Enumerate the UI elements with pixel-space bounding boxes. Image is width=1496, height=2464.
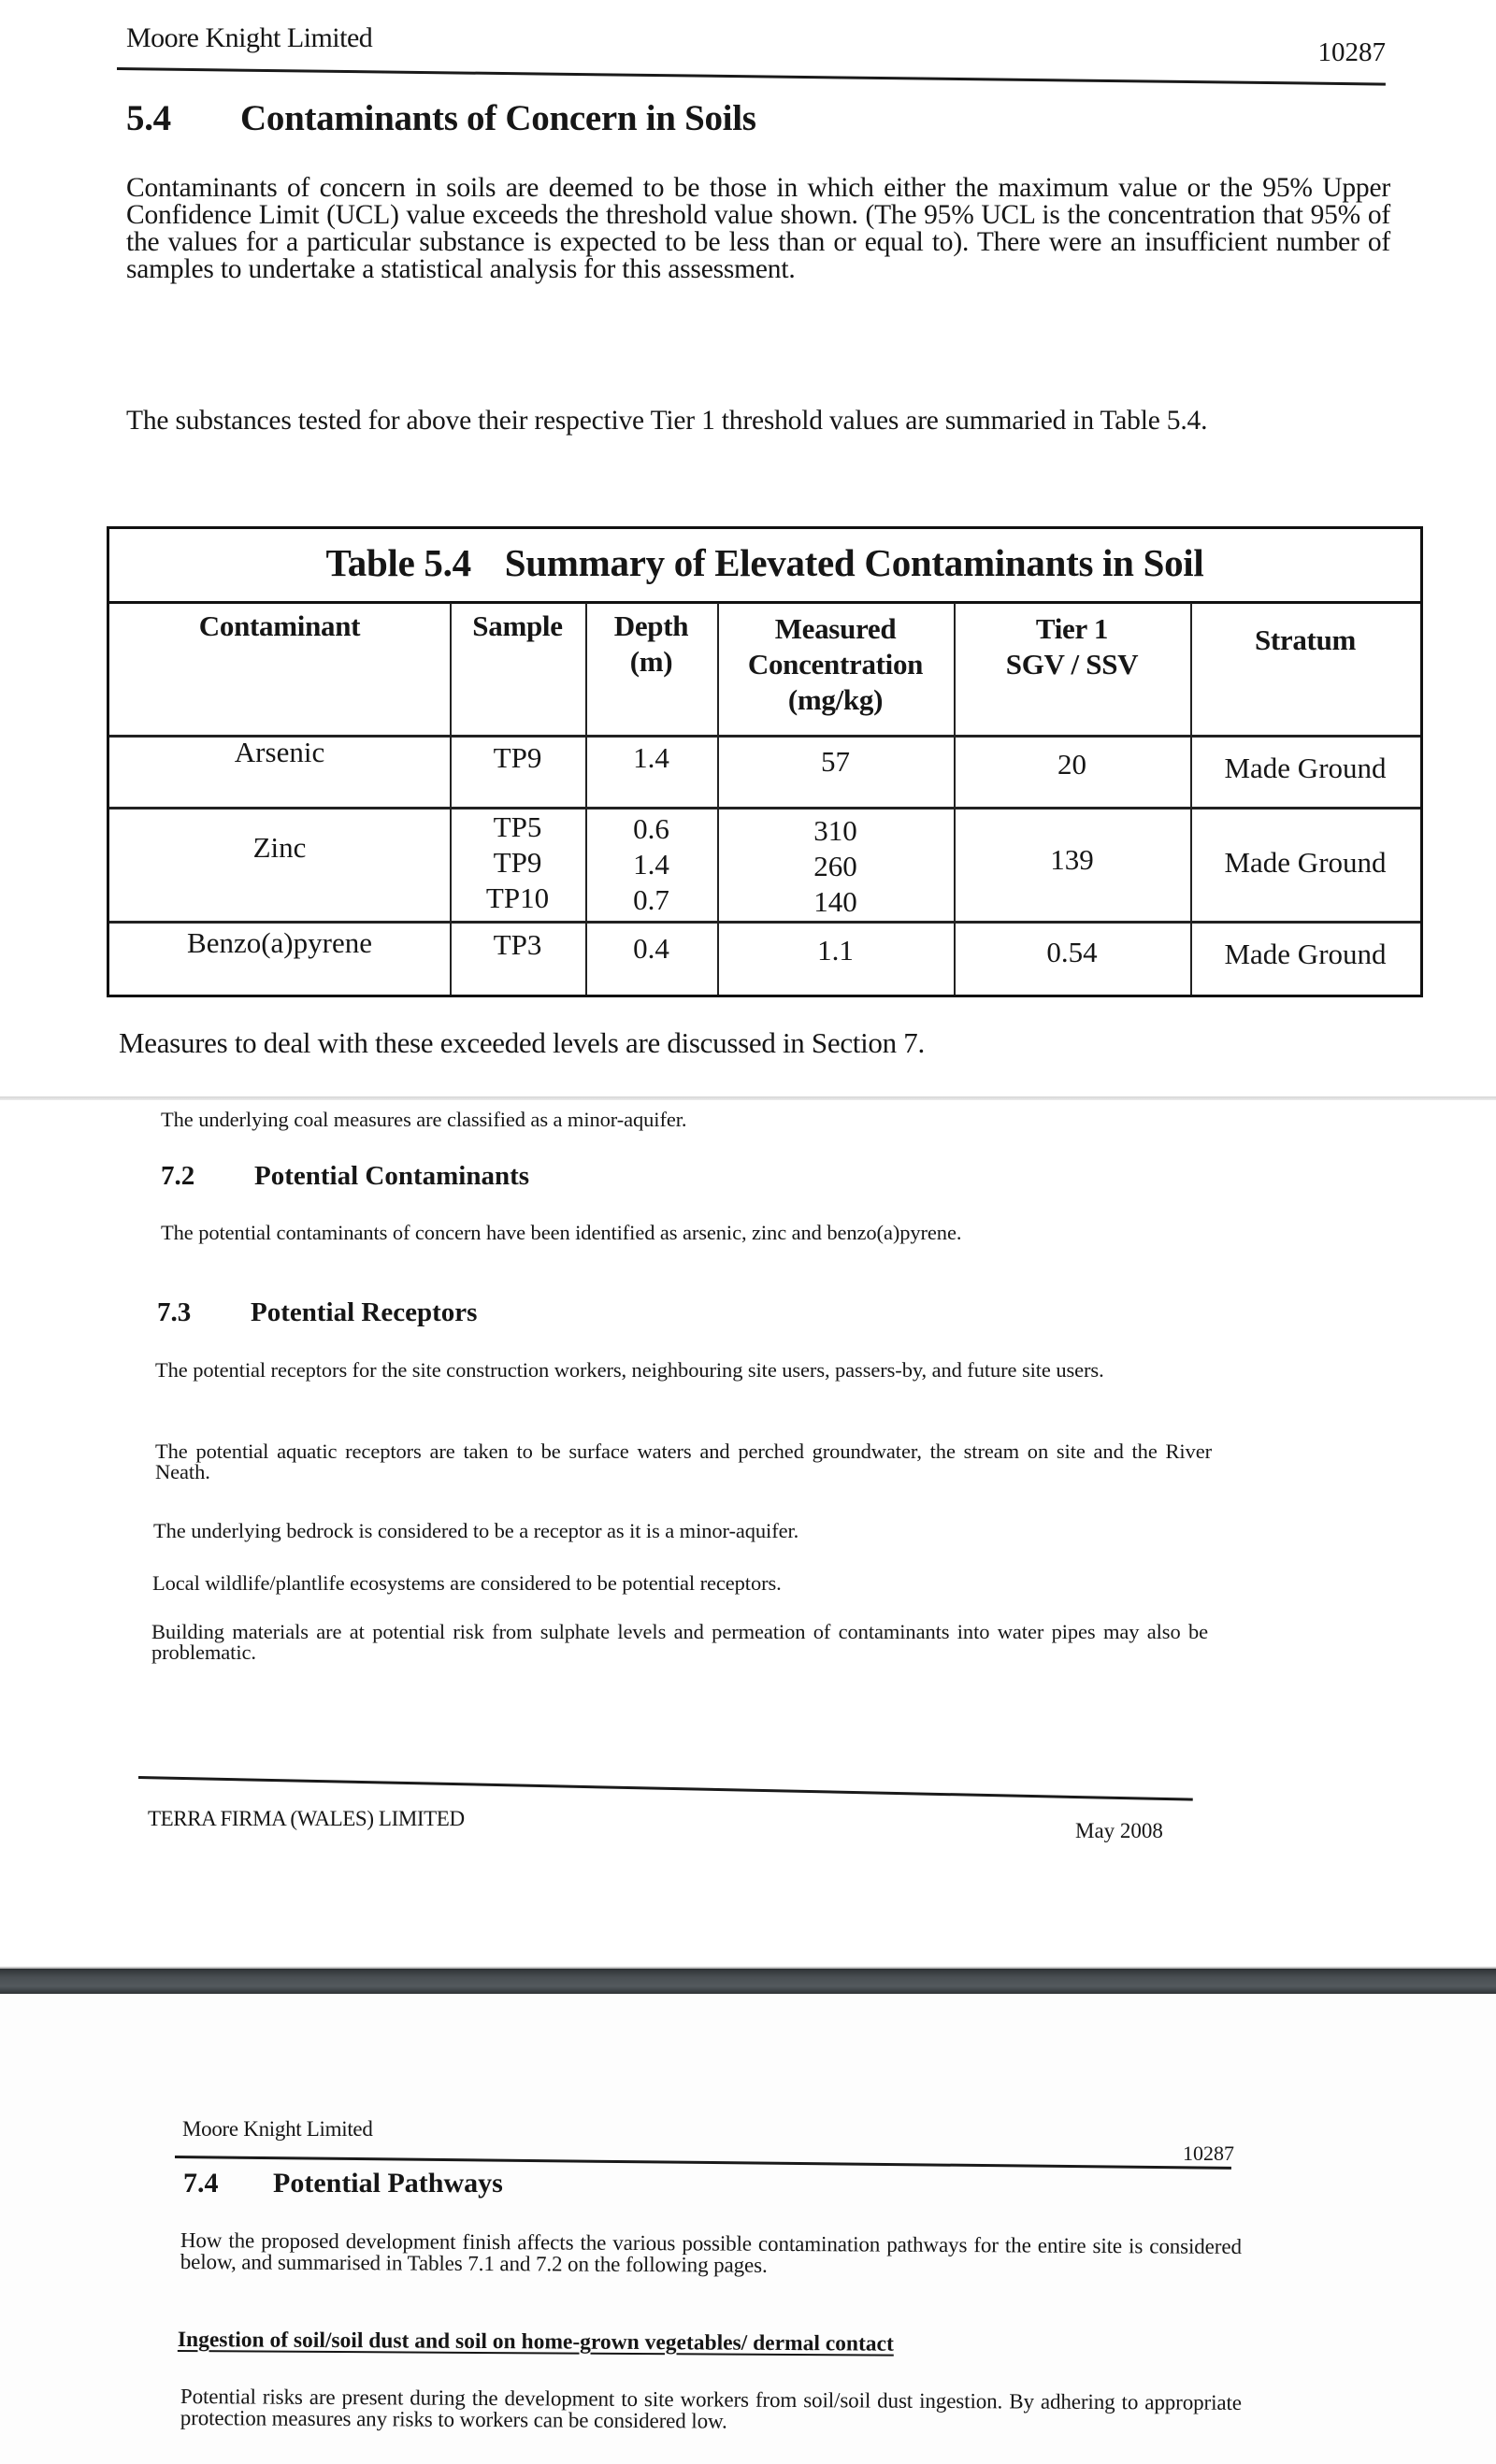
concentration-value: 310	[813, 814, 857, 847]
cell-depth: 1.4	[633, 741, 669, 774]
concentration-value: 260	[813, 850, 857, 882]
cell-sample: TP9	[493, 741, 542, 774]
section-heading-7-4	[183, 2168, 503, 2199]
header-stratum: Stratum	[1254, 623, 1357, 656]
paragraph: Potential risks are present during the development to site workers from soil/soil dust ingestion. By adhering to appropriate protection measures any risks to workers can be considered low.	[180, 2385, 1242, 2433]
depth-value: 1.4	[633, 848, 669, 881]
section-number: 7.2	[161, 1161, 195, 1191]
paragraph: The substances tested for above their respective Tier 1 threshold values are summaried in Table 5.4.	[126, 406, 1208, 436]
cell-tier1: 20	[1057, 748, 1086, 781]
cell-sample: TP3	[493, 928, 542, 961]
cell-stratum: Made Ground	[1224, 752, 1387, 784]
paragraph: Building materials are at potential risk from sulphate levels and permeation of contaminants into water pipes may also be problematic.	[151, 1620, 1208, 1664]
paragraph: The potential contaminants of concern have been identified as arsenic, zinc and benzo(a)pyrene.	[161, 1221, 962, 1244]
cell-concentration: 57	[821, 745, 850, 778]
depth-value: 0.6	[633, 812, 669, 845]
paragraph: The potential receptors for the site construction workers, neighbouring site users, passers-by, and future site users.	[155, 1358, 1104, 1382]
header-measured-line1: Measured	[774, 612, 897, 645]
cell-contaminant: Arsenic	[234, 736, 325, 768]
cell-tier1: 139	[1050, 843, 1094, 876]
paragraph: Local wildlife/plantlife ecosystems are considered to be potential receptors.	[152, 1571, 782, 1595]
sample-value: TP9	[493, 846, 542, 879]
cell-samples	[450, 809, 585, 916]
page-header-doc-number: 10287	[1183, 2142, 1234, 2165]
cell-concentration: 1.1	[817, 934, 854, 967]
page-header-doc-number: 10287	[1317, 37, 1386, 67]
section-title: Potential Pathways	[273, 2168, 503, 2199]
section-number: 5.4	[126, 98, 171, 138]
footer-date: May 2008	[1075, 1819, 1163, 1842]
concentration-value: 140	[813, 885, 857, 918]
cell-tier1: 0.54	[1046, 936, 1098, 968]
row-divider	[109, 921, 1420, 924]
row-divider	[109, 807, 1420, 809]
cell-contaminant: Zinc	[252, 831, 307, 864]
header-rule	[117, 67, 1386, 86]
header-contaminant: Contaminant	[198, 609, 361, 642]
table-label: Table 5.4	[325, 541, 471, 584]
header-measured-concentration	[717, 611, 954, 718]
paragraph: The underlying bedrock is considered to be a receptor as it is a minor-aquifer.	[153, 1519, 799, 1542]
section-title: Potential Contaminants	[254, 1161, 530, 1191]
section-number: 7.4	[183, 2168, 219, 2199]
table-title: Summary of Elevated Contaminants in Soil	[504, 541, 1204, 584]
footer-company: TERRA FIRMA (WALES) LIMITED	[148, 1807, 465, 1830]
section-number: 7.3	[157, 1297, 192, 1327]
subheading-ingestion: Ingestion of soil/soil dust and soil on home-grown vegetables/ dermal contact	[177, 2328, 894, 2357]
cell-depths	[585, 811, 717, 918]
section-heading-7-3	[157, 1297, 477, 1328]
header-depth	[585, 609, 717, 680]
table-caption	[109, 529, 1420, 604]
paragraph: The potential aquatic receptors are taken to be surface waters and perched groundwater, the stream on site and the River Neath.	[155, 1440, 1212, 1483]
section-heading-5-4	[126, 97, 756, 139]
section-title: Potential Receptors	[251, 1297, 478, 1327]
section-title: Contaminants of Concern in Soils	[240, 98, 756, 138]
header-depth-line2: (m)	[629, 645, 673, 678]
cell-contaminant: Benzo(a)pyrene	[187, 926, 372, 959]
paragraph: The underlying coal measures are classified as a minor-aquifer.	[161, 1108, 687, 1131]
header-tier1-line2: SGV / SSV	[1005, 648, 1139, 680]
paragraph: How the proposed development finish affects the various possible contamination pathways for the entire site is considered below, and summarised in Tables 7.1 and 7.2 on the following pages.	[180, 2228, 1242, 2277]
viewer-page-gap	[0, 1967, 1496, 1996]
cell-stratum: Made Ground	[1224, 938, 1387, 970]
page-header-company: Moore Knight Limited	[126, 22, 373, 53]
cell-stratum: Made Ground	[1224, 846, 1387, 879]
page-header-company: Moore Knight Limited	[182, 2117, 373, 2141]
sample-value: TP5	[493, 810, 542, 843]
page-separator	[0, 1096, 1496, 1100]
depth-value: 0.7	[633, 883, 669, 916]
cell-concentrations	[717, 813, 954, 920]
header-sample: Sample	[472, 609, 563, 642]
section-heading-7-2	[161, 1161, 529, 1192]
header-measured-line2: Concentration	[747, 648, 924, 680]
header-measured-line3: (mg/kg)	[787, 683, 884, 716]
cell-depth: 0.4	[633, 932, 669, 965]
contaminants-table	[107, 526, 1423, 997]
closing-sentence: Measures to deal with these exceeded levels are discussed in Section 7.	[119, 1026, 925, 1059]
header-depth-line1: Depth	[613, 609, 689, 642]
sample-value: TP10	[485, 881, 550, 914]
header-tier1	[954, 611, 1190, 682]
footer-rule	[138, 1776, 1193, 1801]
header-tier1-line1: Tier 1	[1035, 612, 1109, 645]
paragraph: Contaminants of concern in soils are deemed to be those in which either the maximum value or the 95% Upper Confidence Limit (UCL) value exceeds the threshold value shown. (The 95% UCL is the concentration that 95% of the values for a particular substance is expected to be less than or equal to). There were an insufficient number of samples to undertake a statistical analysis for this assessment.	[126, 173, 1390, 284]
